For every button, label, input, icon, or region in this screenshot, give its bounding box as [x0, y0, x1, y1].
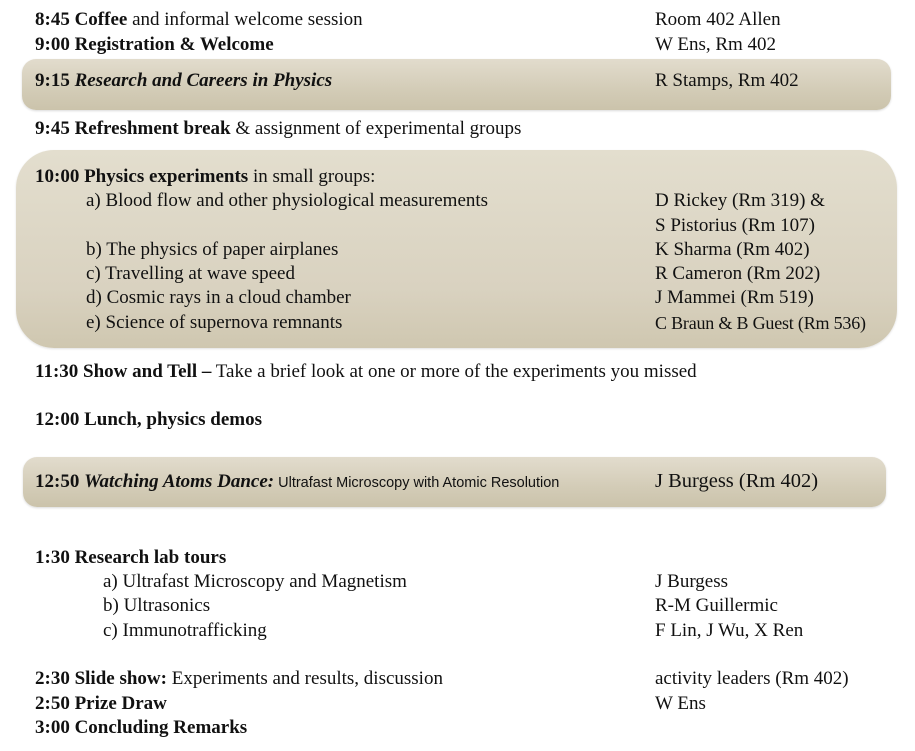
time: 9:15	[35, 70, 70, 91]
schedule-item-prize-draw	[35, 693, 167, 715]
sub-item: b) Ultrasonics	[103, 595, 211, 616]
title: Coffee	[74, 9, 128, 30]
schedule-item-slide-show	[35, 668, 443, 690]
title: Physics experiments	[84, 166, 249, 187]
time: 10:00	[35, 166, 80, 187]
leader: J Burgess	[655, 571, 729, 592]
time: 11:30	[35, 361, 79, 382]
sub-item: d) Cosmic rays in a cloud chamber	[86, 287, 351, 308]
title: Prize Draw	[74, 693, 167, 714]
location: Room 402 Allen	[655, 9, 781, 30]
sub-item: e) Science of supernova remnants	[86, 312, 343, 333]
time: 3:00	[35, 717, 70, 738]
schedule-item-atoms-talk	[35, 471, 559, 494]
schedule-item-refreshment	[35, 118, 521, 140]
leader: R Cameron (Rm 202)	[655, 263, 821, 284]
schedule-item-coffee	[35, 9, 363, 31]
title: Refreshment break	[74, 118, 231, 139]
schedule-item-registration	[35, 34, 274, 56]
leader: R-M Guillermic	[655, 595, 778, 616]
detail: Experiments and results, discussion	[166, 668, 443, 689]
title: Slide show:	[74, 668, 167, 689]
location: J Burgess (Rm 402)	[655, 470, 819, 492]
title: Lunch, physics demos	[84, 409, 262, 430]
title: Research lab tours	[74, 547, 227, 568]
time: 2:50	[35, 693, 70, 714]
detail: and informal welcome session	[127, 9, 363, 30]
time: 9:45	[35, 118, 70, 139]
schedule-item-lab-tours	[35, 547, 226, 569]
location: W Ens	[655, 693, 706, 714]
location: activity leaders (Rm 402)	[655, 668, 849, 689]
schedule-item-show-tell	[35, 361, 697, 383]
location: R Stamps, Rm 402	[655, 70, 799, 91]
subtitle: Ultrafast Microscopy with Atomic Resolution	[274, 475, 560, 491]
leader: F Lin, J Wu, X Ren	[655, 620, 804, 641]
detail: Take a brief look at one or more of the experiments you missed	[211, 361, 697, 382]
leader: S Pistorius (Rm 107)	[655, 215, 815, 236]
schedule-item-lunch	[35, 409, 262, 431]
sub-item: a) Blood flow and other physiological measurements	[86, 190, 489, 211]
title: Watching Atoms Dance:	[84, 471, 275, 492]
title: Registration & Welcome	[74, 34, 274, 55]
time: 8:45	[35, 9, 70, 30]
leader: D Rickey (Rm 319) &	[655, 190, 825, 211]
detail: & assignment of experimental groups	[230, 118, 522, 139]
title: Research and Careers in Physics	[74, 70, 333, 91]
sub-item: a) Ultrafast Microscopy and Magnetism	[103, 571, 407, 592]
title: Show and Tell –	[83, 361, 212, 382]
time: 1:30	[35, 547, 70, 568]
time: 12:50	[35, 471, 80, 492]
schedule-item-experiments	[35, 166, 375, 188]
sub-item: c) Immunotrafficking	[103, 620, 267, 641]
sub-item: b) The physics of paper airplanes	[86, 239, 339, 260]
time: 2:30	[35, 668, 70, 689]
schedule-item-research-talk	[35, 70, 332, 92]
sub-item: c) Travelling at wave speed	[86, 263, 295, 284]
leader: C Braun & B Guest (Rm 536)	[655, 313, 866, 333]
location: W Ens, Rm 402	[655, 34, 777, 55]
detail: in small groups:	[248, 166, 376, 187]
leader: K Sharma (Rm 402)	[655, 239, 810, 260]
leader: J Mammei (Rm 519)	[655, 287, 814, 308]
time: 9:00	[35, 34, 70, 55]
schedule-item-concluding	[35, 717, 247, 739]
title: Concluding Remarks	[74, 717, 248, 738]
time: 12:00	[35, 409, 80, 430]
